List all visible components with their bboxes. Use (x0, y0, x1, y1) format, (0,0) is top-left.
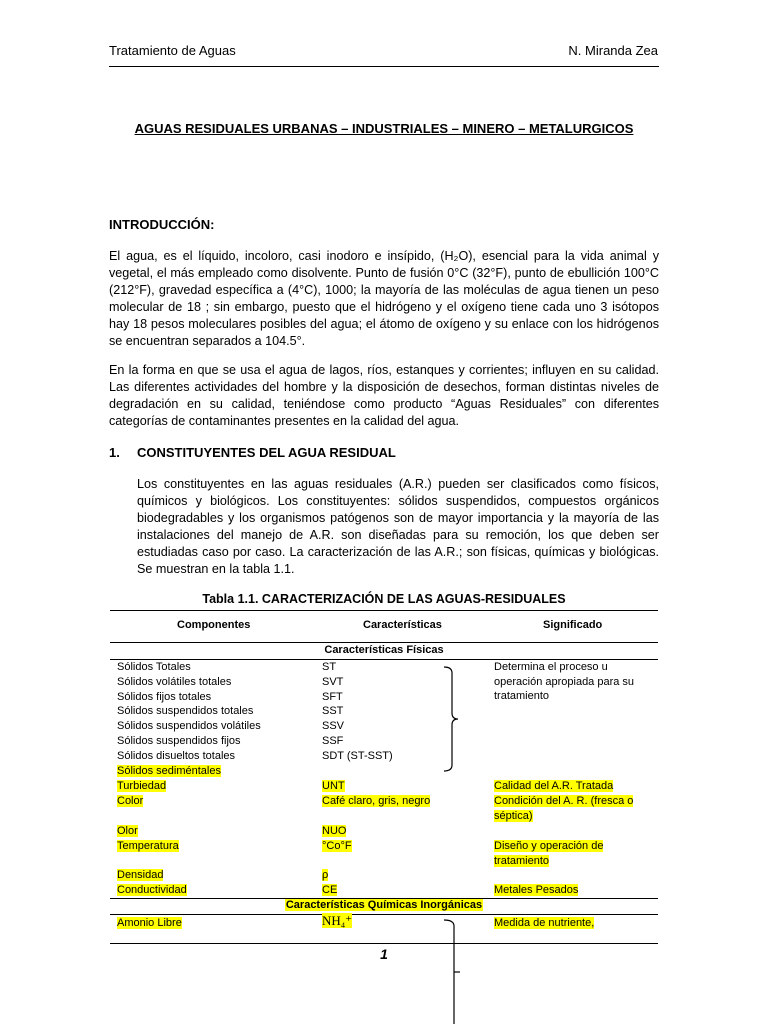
intro-paragraph-2: En la forma en que se usa el agua de lagos, ríos, estanques y corrientes; influyen en su calidad. Las diferentes actividades del hombre y la disposición de desechos, forman distintas niveles de degradación en su calidad, teniéndose como producto “Aguas Residuales” con diferentes categorías de contaminantes presentes en la calidad del agua. (109, 363, 659, 428)
table-top-rule (110, 610, 658, 611)
header-rule (109, 66, 659, 67)
highlighted-text: Condición del A. R. (fresca o séptica) (494, 795, 634, 822)
section-label-chemical (110, 899, 658, 911)
intro-paragraph-1: El agua, es el líquido, incoloro, casi inodoro e insípido, (H₂O), esencial para la vida animal y vegetal, el más empleado como disolvente. Punto de fusión 0°C (32°F), punto de ebullición 100°C (212°F), gravedad específica a (4°C), 1000; la mayoría de las moléculas de agua tienen un peso molecular de 18 ; sin embargo, puesto que el hidrógeno y el oxígeno tiene cada uno 3 isótopos hay 18 pesos moleculares posibles del agua; el átomo de oxígeno y su enlace con los hidrógenos se encuentran separados a 104.5°. (109, 249, 659, 348)
table-row-char: SSV (322, 720, 345, 732)
highlighted-text: UNT (322, 780, 345, 792)
table-row-comp (117, 839, 179, 854)
table-row-comp (117, 916, 182, 931)
highlighted-text: Medida de nutriente, (494, 917, 595, 929)
highlighted-text: Calidad del A.R. Tratada (494, 780, 614, 792)
column-header-components: Componentes (177, 619, 251, 631)
table-row-comp: Sólidos suspendidos totales (117, 705, 254, 717)
highlighted-text: Diseño y operación de tratamiento (494, 840, 604, 867)
table-row-char (322, 839, 352, 854)
highlighted-text: NH₄⁺ (322, 913, 353, 928)
table-row-comp: Sólidos volátiles totales (117, 676, 232, 688)
table-row-char (322, 779, 345, 794)
section-1-heading (109, 445, 396, 460)
chemical-section-bottom-rule (110, 914, 658, 915)
column-header-characteristics: Características (363, 619, 442, 631)
table-row-char: SST (322, 705, 344, 717)
table-row-sig (494, 883, 578, 898)
section-label-physical-text: Características Físicas (324, 644, 444, 656)
table-caption: Tabla 1.1. CARACTERIZACIÓN DE LAS AGUAS-RESIDUALES (202, 592, 566, 606)
table-row-sig (494, 779, 613, 794)
section-1-number: 1. (109, 445, 120, 460)
document-title: AGUAS RESIDUALES URBANAS – INDUSTRIALES – MINERO – METALURGICOS (134, 121, 634, 136)
header-left: Tratamiento de Aguas (109, 43, 236, 58)
table-row-comp: Sólidos fijos totales (117, 691, 212, 703)
highlighted-text: Café claro, gris, negro (322, 795, 431, 807)
table-row-char: SDT (ST-SST) (322, 750, 393, 762)
table-row-comp (117, 868, 163, 883)
table-row-comp (117, 794, 143, 809)
highlighted-text: CE (322, 884, 338, 896)
highlighted-text: NUO (322, 825, 347, 837)
page-number: 1 (380, 946, 388, 962)
highlighted-text: Metales Pesados (494, 884, 579, 896)
column-header-significance: Significado (543, 619, 603, 631)
table-row-comp: Sólidos Totales (117, 661, 191, 673)
table-row-char (322, 914, 352, 929)
section-label-physical (110, 644, 658, 656)
table-header-rule (110, 642, 658, 643)
highlighted-text: Color (117, 795, 144, 807)
table-row-char (322, 824, 346, 839)
table-row-char (322, 883, 337, 898)
highlighted-text: Sólidos sediméntales (117, 765, 221, 777)
table-row-comp (117, 883, 187, 898)
highlighted-text: °Co°F (322, 840, 352, 852)
table-row-sig (494, 794, 649, 823)
highlighted-text: Densidad (117, 869, 164, 881)
intro-heading: INTRODUCCIÓN: (109, 217, 215, 232)
highlighted-text: Conductividad (117, 884, 187, 896)
table-row-comp: Sólidos disueltos totales (117, 750, 236, 762)
table-row-char: SVT (322, 676, 344, 688)
table-row-char: ST (322, 661, 337, 673)
table-row-comp: Sólidos suspendidos volátiles (117, 720, 261, 732)
highlighted-text: ρ (322, 869, 329, 881)
page-bottom-rule (110, 943, 658, 944)
section-label-chemical-text: Características Químicas Inorgánicas (285, 899, 483, 911)
table-row-char (322, 868, 328, 883)
table-row-comp (117, 824, 138, 839)
table-row-char: SFT (322, 691, 343, 703)
solids-bracket (440, 665, 464, 777)
table-row-comp (117, 779, 166, 794)
highlighted-text: Turbiedad (117, 780, 167, 792)
highlighted-text: Olor (117, 825, 138, 837)
solids-significance: Determina el proceso u operación apropiada para su tratamiento (494, 661, 635, 703)
chemical-bracket (440, 918, 470, 1024)
section-1-title: CONSTITUYENTES DEL AGUA RESIDUAL (137, 445, 396, 460)
table-row-comp (117, 764, 221, 779)
highlighted-text: Amonio Libre (117, 917, 182, 929)
table-row-sig (494, 916, 594, 931)
section-1-paragraph: Los constituyentes en las aguas residuales (A.R.) pueden ser clasificados como físicos, químicos y biológicos. Los constituyentes: sólidos suspendidos, compuestos orgánicos biodegradables y los organismos patógenos son de mayor importancia y la mayoría de las instalaciones del manejo de A.R. son diseñadas para su remoción, los que deben ser estudiadas caso por caso. La caracterización de las A.R.; son físicas, químicas y biológicas. Se muestran en la tabla 1.1. (137, 477, 659, 576)
table-row-comp: Sólidos suspendidos fijos (117, 735, 241, 747)
highlighted-text: Temperatura (117, 840, 179, 852)
table-row-sig (494, 839, 649, 868)
table-row-char (322, 794, 430, 809)
table-row-char: SSF (322, 735, 344, 747)
header-right: N. Miranda Zea (568, 43, 658, 58)
